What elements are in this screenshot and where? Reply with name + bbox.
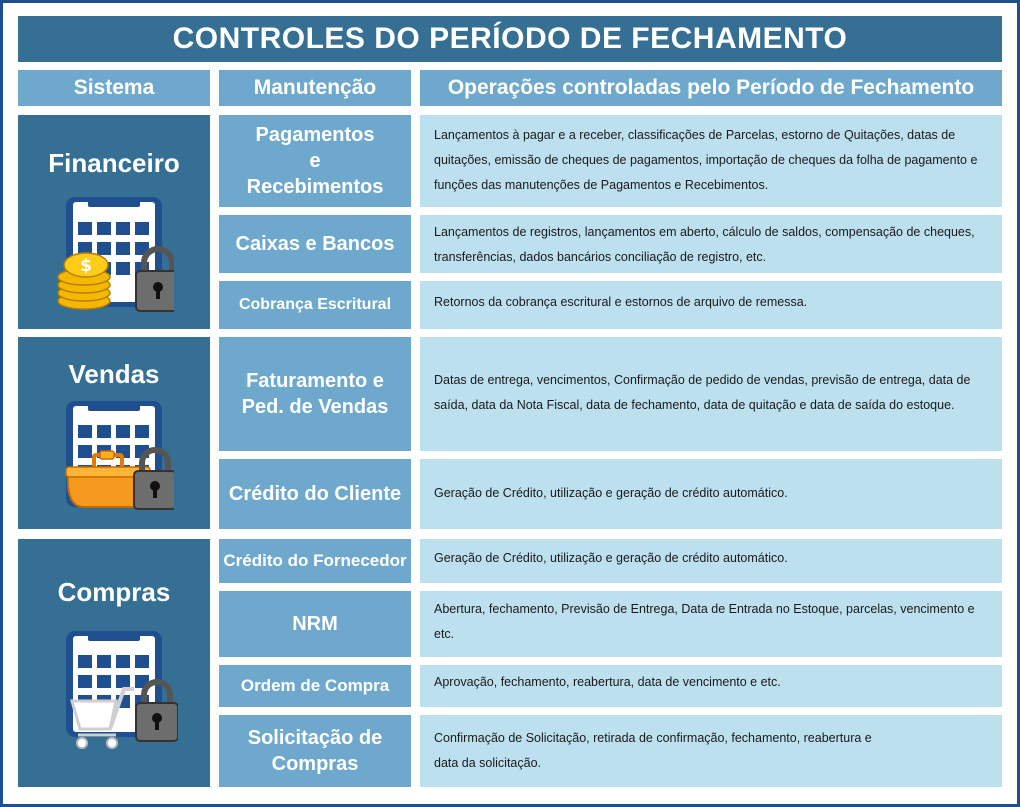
page-title: CONTROLES DO PERÍODO DE FECHAMENTO <box>18 16 1002 62</box>
maintenance-credito-cliente: Crédito do Cliente <box>219 459 411 529</box>
maintenance-cobranca-escritural: Cobrança Escritural <box>219 281 411 329</box>
operations-pagamentos-recebimentos: Lançamentos à pagar e a receber, classificações de Parcelas, estorno de Quitações, datas de quitações, emissão de cheques de pagamentos, importação de cheques da folha de pagamento e funções das manutenções de Pagamentos e Recebimentos. <box>420 115 1002 207</box>
system-name: Compras <box>57 577 171 607</box>
header-manutencao: Manutenção <box>219 70 411 106</box>
svg-text:$: $ <box>80 256 92 276</box>
maintenance-solicitacao-compras: Solicitação de Compras <box>219 715 411 787</box>
operations-solicitacao-compras: Confirmação de Solicitação, retirada de confirmação, fechamento, reabertura e data da solicitação. <box>420 715 1002 787</box>
operations-faturamento-pedidos: Datas de entrega, vencimentos, Confirmação de pedido de vendas, previsão de entrega, data de saída, data da Nota Fiscal, data de fechamento, data de quitação e data de saída do estoque. <box>420 337 1002 451</box>
system-name: Vendas <box>68 359 160 389</box>
header-operacoes: Operações controladas pelo Período de Fechamento <box>420 70 1002 106</box>
calendar-cart-lock-icon <box>54 631 178 751</box>
maintenance-caixas-bancos: Caixas e Bancos <box>219 215 411 273</box>
operations-credito-fornecedor: Geração de Crédito, utilização e geração de crédito automático. <box>420 539 1002 583</box>
maintenance-credito-fornecedor: Crédito do Fornecedor <box>219 539 411 583</box>
operations-cobranca-escritural: Retornos da cobrança escritural e estornos de arquivo de remessa. <box>420 281 1002 329</box>
maintenance-nrm: NRM <box>219 591 411 657</box>
operations-nrm: Abertura, fechamento, Previsão de Entrega, Data de Entrada no Estoque, parcelas, vencimento e etc. <box>420 591 1002 657</box>
system-vendas <box>18 337 210 529</box>
system-compras <box>18 539 210 787</box>
system-name: Financeiro <box>48 148 180 178</box>
operations-caixas-bancos: Lançamentos de registros, lançamentos em aberto, cálculo de saldos, compensação de cheques, transferências, dados bancários conciliação de registro, etc. <box>420 215 1002 273</box>
header-sistema: Sistema <box>18 70 210 106</box>
calendar-purse-lock-icon <box>54 401 174 513</box>
maintenance-faturamento-pedidos: Faturamento e Ped. de Vendas <box>219 337 411 451</box>
maintenance-ordem-compra: Ordem de Compra <box>219 665 411 707</box>
maintenance-pagamentos-recebimentos: Pagamentos e Recebimentos <box>219 115 411 207</box>
system-financeiro <box>18 115 210 329</box>
calendar-coins-lock-icon <box>54 197 174 321</box>
operations-ordem-compra: Aprovação, fechamento, reabertura, data de vencimento e etc. <box>420 665 1002 707</box>
operations-credito-cliente: Geração de Crédito, utilização e geração de crédito automático. <box>420 459 1002 529</box>
